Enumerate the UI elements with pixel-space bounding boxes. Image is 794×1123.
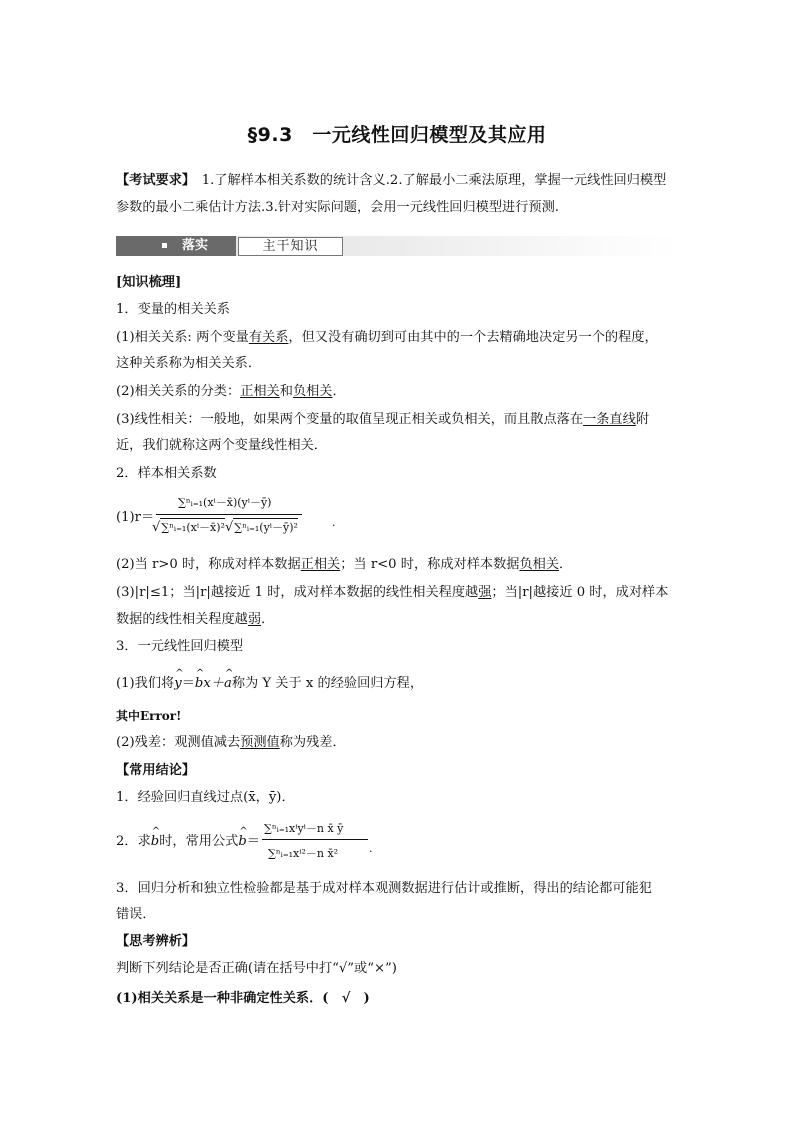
text: 2．求: [116, 834, 151, 849]
banner-dark-block: [116, 236, 236, 256]
text: ．: [559, 557, 573, 572]
b-hat: ^ b: [238, 833, 246, 851]
knowledge-heading: [知识梳理]: [116, 275, 182, 290]
banner-dark-label: 落实: [182, 238, 209, 253]
text: ．: [332, 384, 346, 399]
text: (3)|r|≤1；当|r|越接近 1 时，成对样本数据的线性相关程度越: [116, 585, 479, 600]
underlined-term: 负相关: [519, 557, 560, 572]
sqrt-icon: √: [224, 520, 234, 535]
text: (2)当 r>0 时，称成对样本数据: [116, 557, 301, 572]
underlined-term: 正相关: [300, 557, 341, 572]
s1-paragraph-1-line-2: 这种关系称为相关关系．: [116, 356, 262, 371]
text: (2)残差：观测值减去: [116, 735, 241, 750]
square-bullet-icon: [162, 243, 167, 248]
text: ＝: [246, 834, 260, 849]
b-hat: ^ b: [195, 675, 203, 693]
text: ；当 r<0 时，称成对样本数据: [340, 557, 520, 572]
underlined-term: 一条直线: [583, 412, 636, 427]
r-formula-label: (1)r＝: [116, 510, 155, 525]
s2-paragraph-3-line-2: [116, 611, 678, 629]
exam-requirements-text-1: 1.了解样本相关系数的统计含义.2.了解最小二乘法原理，掌握一元线性回归模型: [188, 173, 667, 188]
conclusion-3-line-2: 错误．: [116, 907, 156, 922]
r-formula-fraction: [152, 494, 336, 544]
text: ＝: [181, 676, 195, 691]
section-1-title: 1．变量的相关关系: [116, 302, 230, 317]
y-hat: ^ y: [174, 675, 181, 693]
formula-end: .: [369, 842, 373, 855]
text: 称为残差．: [279, 735, 346, 750]
b-formula-fraction: [262, 818, 372, 868]
s1-paragraph-2: [116, 383, 678, 401]
exam-requirements-tag: 【考试要求】: [116, 173, 189, 188]
formula-end: .: [332, 516, 336, 529]
underlined-term: 正相关: [240, 384, 280, 399]
underlined-term: 强: [478, 585, 492, 600]
thinking-instruction: 判断下列结论是否正确(请在括号中打“√”或“×”): [116, 961, 397, 976]
underlined-term: 负相关: [292, 384, 333, 399]
underlined-term: 有关系: [248, 330, 289, 345]
thinking-heading: 【思考辨析】: [116, 934, 196, 949]
a-hat: ^ a: [224, 675, 232, 693]
s2-paragraph-3: [116, 584, 678, 602]
section-2-title: 2．样本相关系数: [116, 466, 217, 481]
b-formula-denominator: ∑ⁿᵢ₌₁xⁱ²－n x̄²: [268, 847, 339, 860]
section-banner: [116, 236, 678, 256]
section-3-title: 3．一元线性回归模型: [116, 639, 244, 654]
text: 数据的线性相关程度越: [116, 612, 248, 627]
fraction-bar: [262, 839, 368, 840]
r-formula-numerator: ∑ⁿᵢ₌₁(xⁱ－x̄)(yⁱ－ȳ): [178, 496, 272, 509]
s1-paragraph-1: [116, 329, 678, 347]
text: ；当|r|越接近 0 时，成对样本: [491, 585, 669, 600]
text: (3)线性相关：一般地，如果两个变量的取值呈现正相关或负相关，而且散点落在: [116, 412, 584, 427]
text: ，但又没有确切到可由其中的一个去精确地决定另一个的程度，: [288, 330, 658, 345]
fraction-bar: [156, 514, 302, 515]
radicand: ∑ⁿᵢ₌₁(yⁱ－ȳ)²: [233, 518, 298, 535]
text: 附: [635, 412, 649, 427]
underlined-term: 弱: [247, 612, 262, 627]
s1-paragraph-3-line-2: 近，我们就称这两个变量线性相关．: [116, 438, 327, 453]
s3-paragraph-2: 其中Error!: [116, 709, 182, 723]
text: 时，常用公式: [159, 834, 239, 849]
s3-paragraph-3: [116, 734, 678, 752]
text: (1)相关关系: 两个变量: [116, 330, 249, 345]
text: ．: [261, 612, 275, 627]
banner-tab-label: 主干知识: [238, 237, 343, 256]
conclusion-3: 3．回归分析和独立性检验都是基于成对样本观测数据进行估计或推断，得出的结论都可能犯: [116, 881, 652, 896]
exam-requirements-line-2: 参数的最小二乘估计方法.3.针对实际问题，会用一元线性回归模型进行预测.: [116, 200, 559, 215]
s3-paragraph-1: [116, 675, 678, 693]
underlined-term: 预测值: [240, 735, 280, 750]
b-formula-numerator: ∑ⁿᵢ₌₁xⁱyⁱ－n x̄ ȳ: [264, 822, 344, 835]
text: 称为 Y 关于 x 的经验回归方程，: [231, 676, 424, 691]
text: 和: [279, 384, 293, 399]
s1-paragraph-3: [116, 411, 678, 429]
radicand: ∑ⁿᵢ₌₁(xⁱ－x̄)²: [160, 518, 225, 535]
conclusion-1: 1．经验回归直线过点(x̄，ȳ)．: [116, 790, 295, 805]
conclusion-2-prefix: [116, 833, 266, 851]
thinking-question-1: (1)相关关系是一种非确定性关系．( √ ): [116, 991, 370, 1006]
conclusions-heading: 【常用结论】: [116, 763, 196, 778]
b-hat: ^ b: [151, 833, 159, 851]
sqrt-icon: √: [152, 520, 161, 535]
s2-paragraph-2: [116, 556, 678, 574]
r-formula-denominator: [152, 518, 298, 535]
text: x＋: [203, 676, 224, 691]
exam-requirements-line-1: [116, 172, 678, 190]
text: (2)相关关系的分类：: [116, 384, 241, 399]
text: (1)我们将: [116, 676, 175, 691]
page-title: §9.3 一元线性回归模型及其应用: [247, 124, 547, 146]
